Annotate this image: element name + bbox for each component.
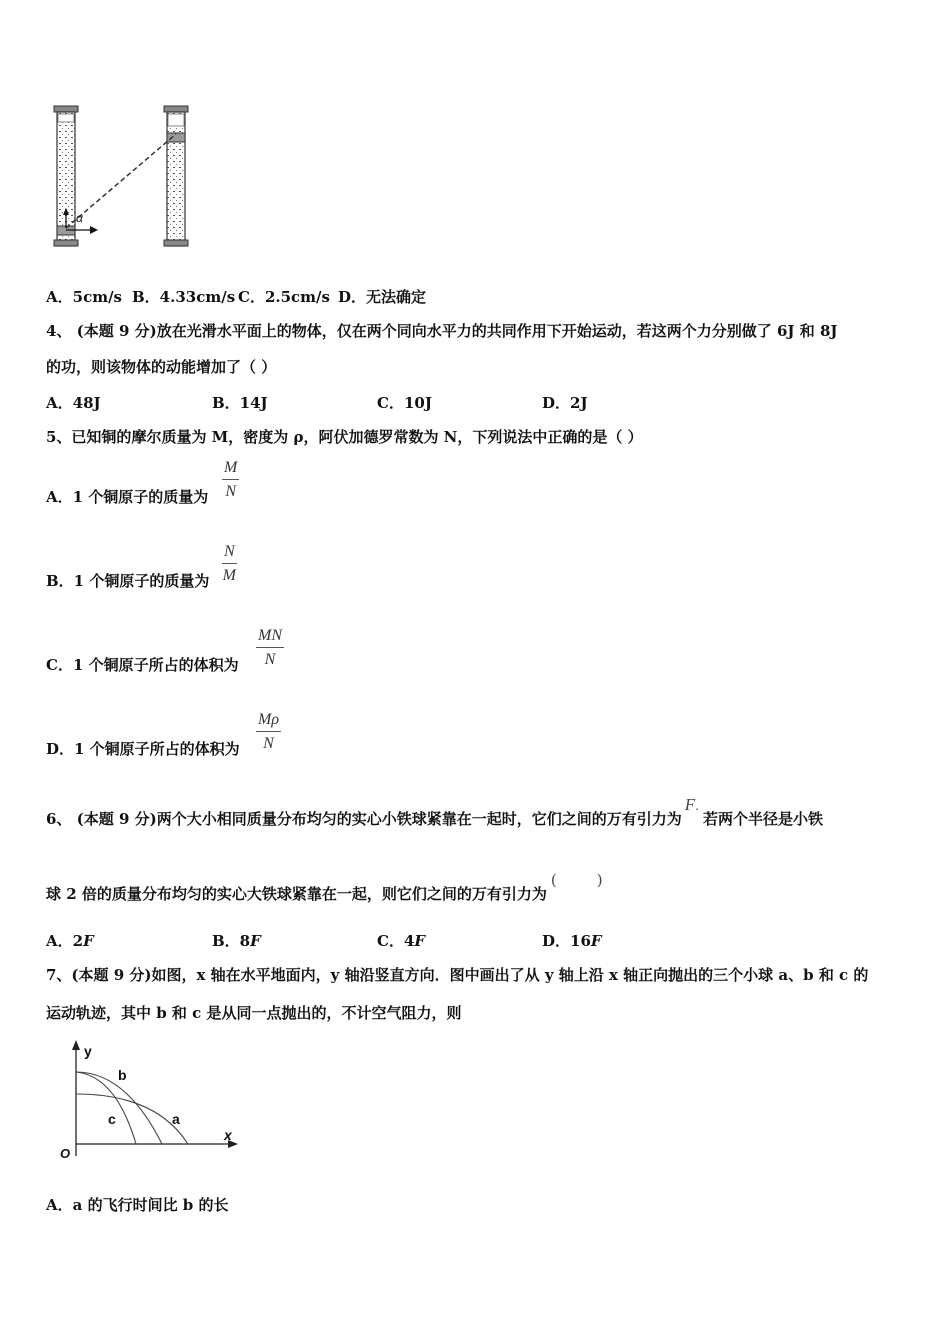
q6-option-b: B．8F [212,932,261,950]
y-axis-arrow-icon [72,1040,80,1050]
tubes-figure [46,100,206,252]
q5-option-b-fraction [222,543,237,585]
fraction-numerator: Mρ [256,711,281,732]
fraction-numerator: N [222,543,237,564]
q6-stem-part2: 若两个半径是小铁 [702,810,823,828]
fraction-denominator: N [264,651,276,668]
q4-option-d: D．2J [542,394,588,412]
q3-option-b: B．4.33cm/s [132,288,236,306]
q6-option-a: A．2F [46,932,94,950]
q6-option-c: C．4F [377,932,426,950]
curve-c [76,1072,136,1144]
q4-stem-line1: 4、 (本题 9 分)放在光滑水平面上的物体，仅在两个同向水平力的共同作用下开始运动，若这两个力分别做了 6J 和 8J [46,322,838,340]
q6-stem-line2-text: 球 2 倍的质量分布均匀的实心大铁球紧靠在一起，则它们之间的万有引力为 [46,885,547,903]
q3-option-d: D．无法确定 [338,288,427,306]
q6-stem-line1 [46,795,823,829]
angle-label: α [76,211,83,225]
right-tube [164,106,188,246]
fraction-numerator: M [222,459,239,480]
q5-option-a-fraction [222,459,239,501]
q7-option-a: A．a 的飞行时间比 b 的长 [46,1196,229,1214]
force-dot: . [695,799,699,813]
q5-stem: 5、已知铜的摩尔质量为 M，密度为 ρ，阿伏加德罗常数为 N，下列说法中正确的是（ ） [46,428,643,446]
q6-stem-line2 [46,871,603,904]
q3-option-c: C．2.5cm/s [238,288,330,306]
q3-option-a: A．5cm/s [46,288,123,306]
q5-option-d-fraction [256,711,281,753]
y-axis-label: y [84,1043,92,1059]
fraction-numerator: MN [256,627,284,648]
curve-a-label: a [172,1111,180,1127]
q5-option-d: D．1 个铜原子所占的体积为 [46,740,240,758]
q5-option-a: A．1 个铜原子的质量为 [46,488,209,506]
q4-stem-line2: 的功，则该物体的动能增加了（ ） [46,358,277,376]
q4-option-b: B．14J [212,394,268,412]
q5-option-c: C．1 个铜原子所占的体积为 [46,656,239,674]
q6-option-d: D．16F [542,932,602,950]
origin-label: O [60,1146,71,1161]
fraction-denominator: N [263,735,274,752]
trajectory-graph [56,1036,246,1164]
q7-stem-line1: 7、(本题 9 分)如图，x 轴在水平地面内，y 轴沿竖直方向．图中画出了从 y 轴上沿 x 轴正向抛出的三个小球 a、b 和 c 的 [46,966,869,984]
curve-c-label: c [108,1111,116,1127]
fraction-denominator: M [222,567,236,584]
q6-stem-part1: 6、 (本题 9 分)两个大小相同质量分布均匀的实心小铁球紧靠在一起时，它们之间的万有引力为 [46,810,682,828]
q4-option-c: C．10J [377,394,432,412]
q5-option-b: B．1 个铜原子的质量为 [46,572,210,590]
x-axis-label: x [224,1127,232,1143]
q5-option-c-fraction [256,627,284,669]
curve-b-label: b [118,1067,127,1083]
q7-stem-line2: 运动轨迹，其中 b 和 c 是从同一点抛出的，不计空气阻力，则 [46,1004,462,1022]
answer-blank-close: ) [596,871,603,889]
arrow-icon [90,226,98,234]
force-symbol: F [684,795,696,814]
q4-option-a: A．48J [46,394,101,412]
answer-blank-open: ( [550,871,557,889]
fraction-denominator: N [225,483,236,500]
